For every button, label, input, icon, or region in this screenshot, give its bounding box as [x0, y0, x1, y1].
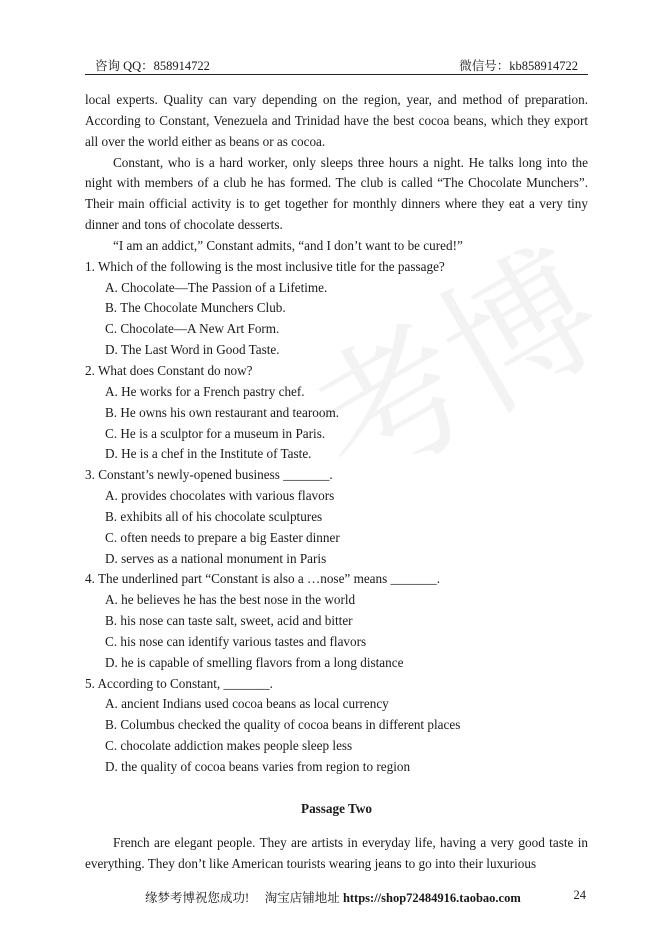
passage-title: Passage Two	[301, 800, 372, 816]
footer-shop-label: 淘宝店铺地址	[264, 891, 340, 905]
question-stem: 1. Which of the following is the most inclusive title for the passage?	[85, 258, 445, 274]
paragraph: French are elegant people. They are artists in everyday life, having a very good taste in everything. They don’t like American tourists wearing jeans to go into their luxurious	[85, 834, 588, 871]
question-stem: 3. Constant’s newly-opened business _______.	[85, 467, 333, 483]
question-stem: 4. The underlined part “Constant is also a …nose” means _______.	[85, 571, 441, 587]
paragraph: “I am an addict,” Constant admits, “and I don’t want to be cured!”	[113, 237, 463, 253]
question	[85, 674, 588, 778]
footer-slogan: 缘梦考博祝您成功!	[145, 891, 250, 905]
answer-option: D. the quality of cocoa beans varies from region to region	[105, 759, 411, 774]
answer-option: A. provides chocolates with various flavors	[105, 488, 335, 504]
header-wechat: 微信号：kb858914722	[459, 59, 578, 73]
question	[85, 361, 588, 465]
page-header	[85, 56, 588, 75]
question-stem: 5. According to Constant, _______.	[85, 675, 273, 691]
answer-option: D. serves as a national monument in Paris	[105, 550, 327, 566]
answer-option: C. often needs to prepare a big Easter dinner	[105, 529, 340, 545]
answer-option: A. Chocolate—The Passion of a Lifetime.	[105, 279, 328, 295]
answer-option: C. Chocolate—A New Art Form.	[105, 321, 280, 337]
paragraph: local experts. Quality can vary depending on the region, year, and method of preparation. According to Constant, Venezuela and Trinidad have the best cocoa beans, which they export all over the world either as beans or as cocoa.	[85, 92, 588, 149]
answer-option: C. chocolate addiction makes people sleep less	[105, 738, 353, 754]
answer-option: C. He is a sculptor for a museum in Paris.	[105, 425, 326, 441]
paragraph: Constant, who is a hard worker, only sleeps three hours a night. He talks long into the night with members of a club he has formed. The club is called “The Chocolate Munchers”. Their main official activity is to get together for monthly dinners where they eat a very tiny dinner and tons of chocolate desserts.	[85, 154, 588, 233]
page-number: 24	[573, 888, 586, 902]
page-body	[85, 90, 588, 874]
answer-option: D. he is capable of smelling flavors from a long distance	[105, 654, 404, 670]
question	[85, 257, 588, 361]
question-list	[85, 257, 588, 778]
answer-option: A. he believes he has the best nose in the world	[105, 592, 356, 608]
answer-option: B. Columbus checked the quality of cocoa beans in different places	[105, 717, 461, 733]
answer-option: A. He works for a French pastry chef.	[105, 383, 305, 399]
answer-option: A. ancient Indians used cocoa beans as local currency	[105, 696, 389, 712]
question-stem: 2. What does Constant do now?	[85, 362, 253, 378]
header-qq: 咨询 QQ：858914722	[95, 59, 210, 73]
answer-option: B. his nose can taste salt, sweet, acid and bitter	[105, 613, 353, 629]
answer-option: D. He is a chef in the Institute of Taste.	[105, 446, 312, 462]
answer-option: C. his nose can identify various tastes and flavors	[105, 633, 367, 649]
question	[85, 465, 588, 569]
question	[85, 569, 588, 673]
answer-option: D. The Last Word in Good Taste.	[105, 342, 280, 358]
answer-option: B. The Chocolate Munchers Club.	[105, 300, 286, 316]
answer-option: B. exhibits all of his chocolate sculptures	[105, 508, 323, 524]
footer-shop-url[interactable]: https://shop72484916.taobao.com	[342, 891, 521, 905]
answer-option: B. He owns his own restaurant and tearoom.	[105, 404, 340, 420]
